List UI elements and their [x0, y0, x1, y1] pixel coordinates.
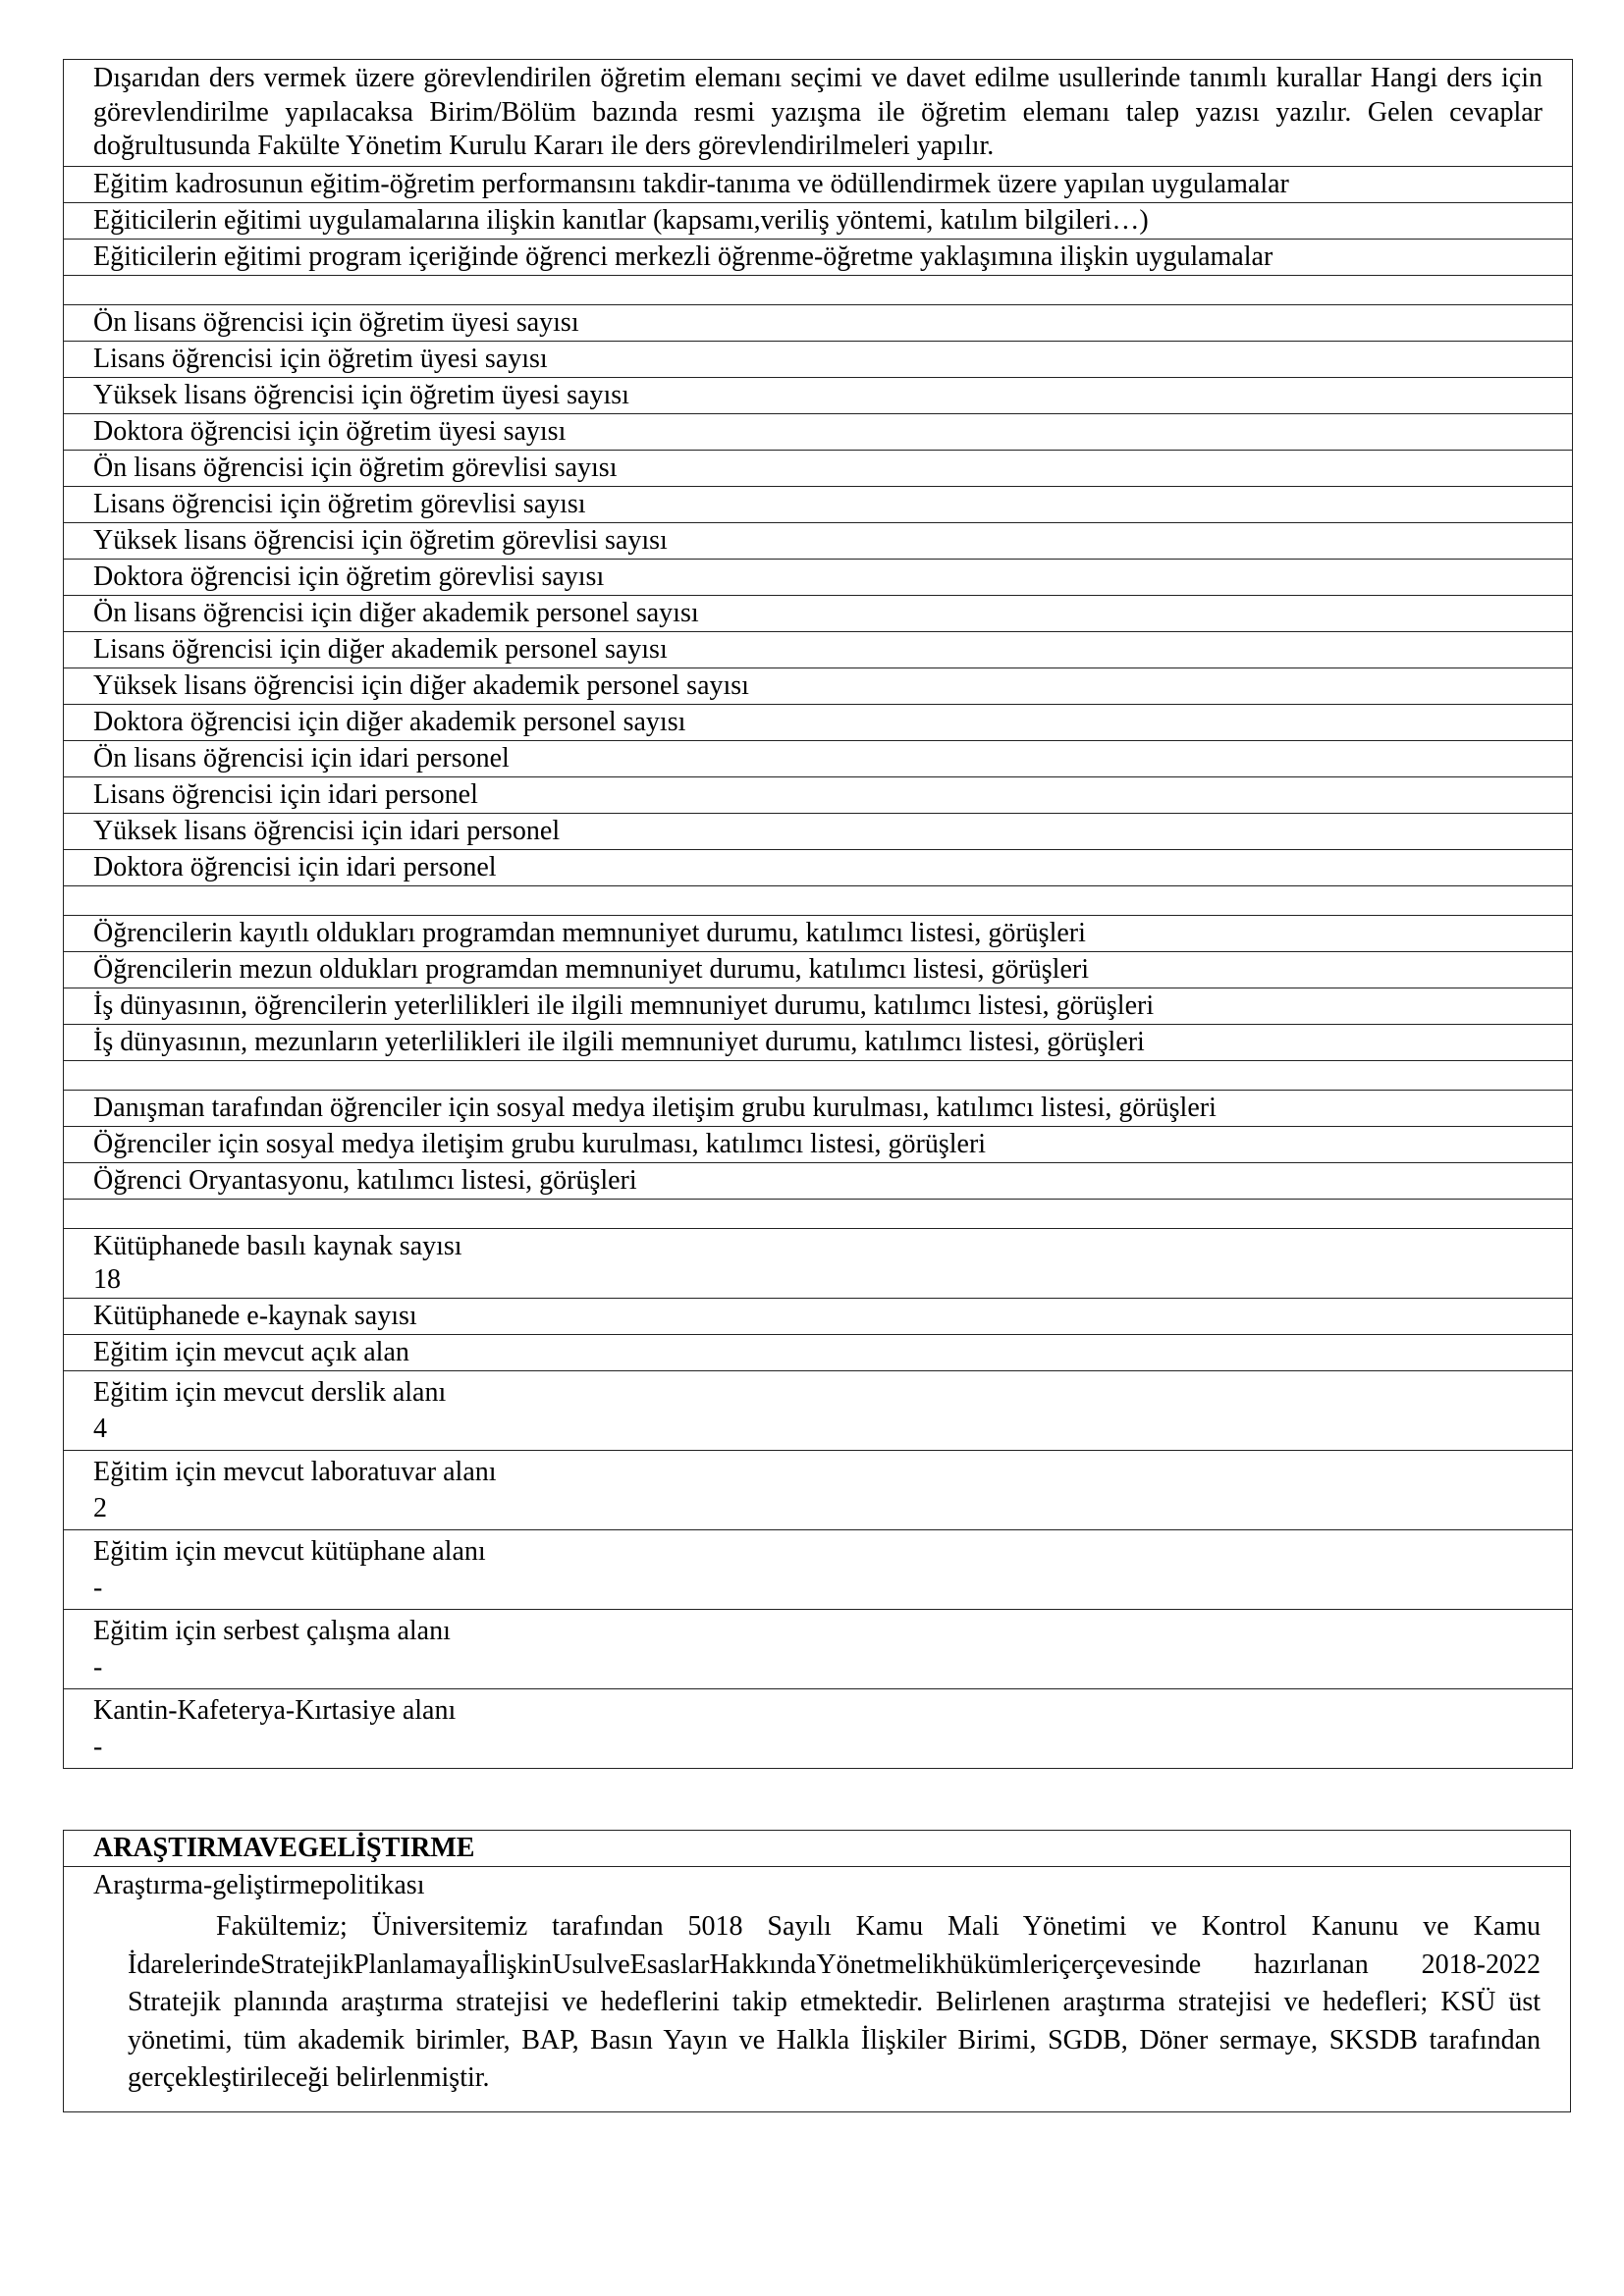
section-heading: ARAŞTIRMAVEGELİŞTIRME: [64, 1831, 1570, 1867]
table-row: Lisans öğrencisi için öğretim üyesi sayısı: [64, 342, 1572, 378]
table-row: Yüksek lisans öğrencisi için diğer akademik personel sayısı: [64, 668, 1572, 705]
table-row: Eğiticilerin eğitimi program içeriğinde öğrenci merkezli öğrenme-öğretme yaklaşımına ilişkin uygulamalar: [64, 240, 1572, 276]
resource-label: Kütüphanede basılı kaynak sayısı: [93, 1230, 462, 1261]
criteria-table: [63, 59, 1573, 1769]
table-row: Ön lisans öğrencisi için öğretim üyesi sayısı: [64, 305, 1572, 342]
table-row: Eğitim kadrosunun eğitim-öğretim performansını takdir-tanıma ve ödüllendirmek üzere yapılan uygulamalar: [64, 167, 1572, 203]
resource-row: [64, 1530, 1572, 1610]
table-row: Ön lisans öğrencisi için öğretim görevlisi sayısı: [64, 451, 1572, 487]
resource-row: [64, 1610, 1572, 1689]
spacer-row: [64, 1200, 1572, 1229]
resource-value: 18: [93, 1263, 121, 1295]
resource-row: [64, 1335, 1572, 1371]
research-section: [63, 1830, 1571, 2112]
table-row: Doktora öğrencisi için diğer akademik personel sayısı: [64, 705, 1572, 741]
table-row: Yüksek lisans öğrencisi için öğretim üyesi sayısı: [64, 378, 1572, 414]
resource-value: -: [93, 1731, 103, 1762]
resource-label: Kütüphanede e-kaynak sayısı: [93, 1300, 417, 1331]
table-row: Doktora öğrencisi için öğretim görevlisi sayısı: [64, 560, 1572, 596]
table-row: Doktora öğrencisi için idari personel: [64, 850, 1572, 886]
spacer-row: [64, 886, 1572, 916]
table-row: Öğrenci Oryantasyonu, katılımcı listesi, görüşleri: [64, 1163, 1572, 1200]
table-row: Öğrencilerin kayıtlı oldukları programdan memnuniyet durumu, katılımcı listesi, görüşleri: [64, 916, 1572, 952]
resource-label: Eğitim için serbest çalışma alanı: [93, 1615, 451, 1646]
intro-row: Dışarıdan ders vermek üzere görevlendirilen öğretim elemanı seçimi ve davet edilme usullerinde tanımlı kurallar Hangi ders için görevlendirilme yapılacaksa Birim/Bölüm bazında resmi yazışma ile öğretim elemanı talep yazısı yazılır. Gelen cevaplar doğrultusunda Fakülte Yönetim Kurulu Kararı ile ders görevlendirilmeleri yapılır.: [64, 60, 1572, 167]
resource-value: 4: [93, 1413, 107, 1444]
resource-value: 2: [93, 1492, 107, 1523]
resource-label: Eğitim için mevcut derslik alanı: [93, 1376, 447, 1408]
table-row: İş dünyasının, öğrencilerin yeterlilikleri ile ilgili memnuniyet durumu, katılımcı listesi, görüşleri: [64, 988, 1572, 1025]
table-row: Öğrencilerin mezun oldukları programdan memnuniyet durumu, katılımcı listesi, görüşleri: [64, 952, 1572, 988]
policy-text: Fakültemiz; Üniversitemiz tarafından 5018 Sayılı Kamu Mali Yönetimi ve Kontrol Kanunu ve Kamu İdarelerindeStratejikPlanlamayaİlişkinUsulveEsaslarHakkındaYönetmelikhükümleriçerçevesinde hazırlanan 2018-2022 Stratejik planında araştırma stratejisi ve hedeflerini takip etmektedir. Belirlenen araştırma stratejisi ve hedefleri; KSÜ üst yönetimi, tüm akademik birimler, BAP, Basın Yayın ve Halkla İlişkiler Birimi, SGDB, Döner sermaye, SKSDB tarafından gerçekleştirileceği belirlenmiştir.: [128, 1911, 1541, 2093]
table-row: Öğrenciler için sosyal medya iletişim grubu kurulması, katılımcı listesi, görüşleri: [64, 1127, 1572, 1163]
table-row: Eğiticilerin eğitimi uygulamalarına ilişkin kanıtlar (kapsamı,veriliş yöntemi, katılım bilgileri…): [64, 203, 1572, 240]
resource-label: Eğitim için mevcut açık alan: [93, 1336, 409, 1367]
table-row: İş dünyasının, mezunların yeterlilikleri ile ilgili memnuniyet durumu, katılımcı listesi, görüşleri: [64, 1025, 1572, 1061]
resource-label: Eğitim için mevcut kütüphane alanı: [93, 1535, 486, 1567]
resource-row: [64, 1299, 1572, 1335]
resource-label: Kantin-Kafeterya-Kırtasiye alanı: [93, 1694, 457, 1726]
table-row: Yüksek lisans öğrencisi için idari personel: [64, 814, 1572, 850]
section-subheading: Araştırma-geliştirmepolitikası: [93, 1870, 425, 1900]
table-row: Lisans öğrencisi için öğretim görevlisi sayısı: [64, 487, 1572, 523]
policy-paragraph: [64, 1904, 1570, 2111]
table-row: Yüksek lisans öğrencisi için öğretim görevlisi sayısı: [64, 523, 1572, 560]
resource-label: Eğitim için mevcut laboratuvar alanı: [93, 1456, 497, 1487]
table-row: Lisans öğrencisi için diğer akademik personel sayısı: [64, 632, 1572, 668]
resource-value: -: [93, 1651, 103, 1682]
resource-value: -: [93, 1572, 103, 1603]
spacer-row: [64, 1061, 1572, 1091]
resource-row: [64, 1451, 1572, 1530]
resource-row: [64, 1229, 1572, 1299]
table-row: Danışman tarafından öğrenciler için sosyal medya iletişim grubu kurulması, katılımcı listesi, görüşleri: [64, 1091, 1572, 1127]
resource-row: [64, 1689, 1572, 1768]
spacer-row: [64, 276, 1572, 305]
table-row: Doktora öğrencisi için öğretim üyesi sayısı: [64, 414, 1572, 451]
resource-row: [64, 1371, 1572, 1451]
table-row: Lisans öğrencisi için idari personel: [64, 777, 1572, 814]
table-row: Ön lisans öğrencisi için diğer akademik personel sayısı: [64, 596, 1572, 632]
table-row: Ön lisans öğrencisi için idari personel: [64, 741, 1572, 777]
